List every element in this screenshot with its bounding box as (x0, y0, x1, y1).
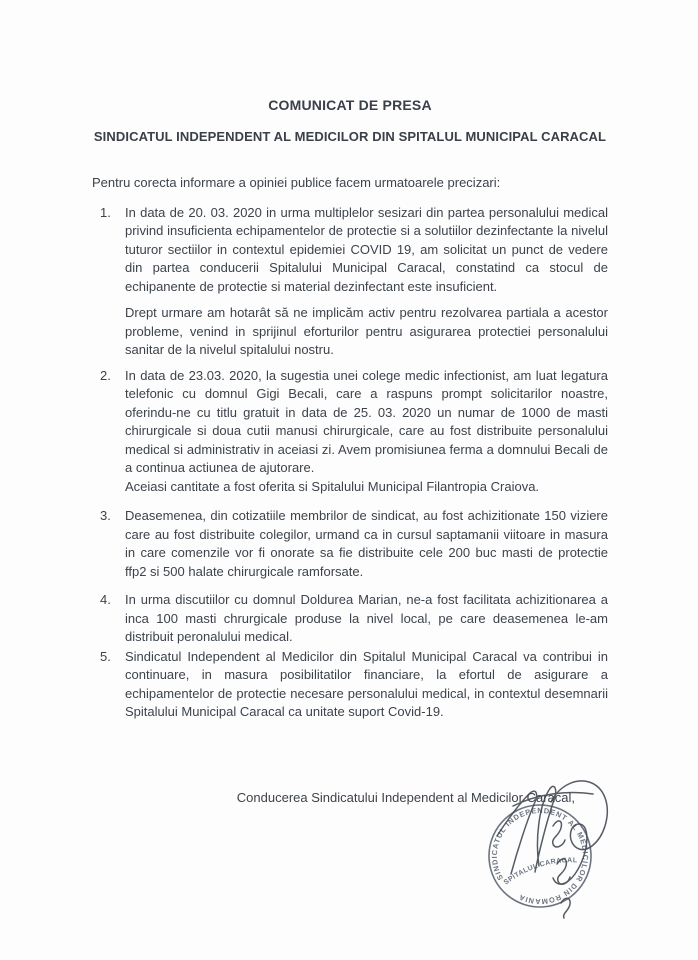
stamp-ring-text: SINDICATUL INDEPENDENT AL MEDICILOR DIN ROMANIA (489, 805, 591, 907)
list-item-2 (92, 367, 608, 497)
list-item-5 (92, 648, 608, 722)
list-item-4-text: In urma discutiilor cu domnul Doldurea Marian, ne-a fost facilitata achizitionarea a inca 100 masti chrurgicale produse la nivel local, pe care deasemenea le-am distribuit peronalului medical. (125, 592, 608, 644)
list-item-3-text: Deasemenea, din cotizatiile membrilor de sindicat, au fost achizitionate 150 viziere care au fost distribuite colegilor, urmand ca in cursul saptamanii viitoare in masura in care comenzile vor fi onorate sa fie distribuite cele 200 buc masti de protectie ffp2 si 500 halate chirurgicale ramforsate. (125, 508, 608, 579)
list-item-1-text: In data de 20. 03. 2020 in urma multiplelor sesizari din partea personalului medical privind insuficienta echipamentelor de protectie si a solutiilor dezinfectante la nivelul tuturor sectiilor in contextul epidemiei COVID 19, am solicitat un punct de vedere din partea conducerii Spitalului Municipal Caracal, constatind ca stocul de echipanente de protectie si material dezinfectant este insuficient. (125, 204, 608, 294)
intro-line: Pentru corecta informare a opiniei publice facem urmatoarele precizari: (92, 175, 501, 190)
official-round-stamp (455, 768, 625, 938)
numbered-list (92, 204, 608, 722)
signature-line: Conducerea Sindicatului Independent al Medicilor Caracal, (236, 789, 575, 805)
list-item-3-number: 3. (100, 508, 111, 523)
list-item-4-number: 4. (100, 592, 111, 607)
list-item-5-number: 5. (100, 648, 111, 664)
list-item-2-continuation: Aceiasi cantitate a fost oferita si Spitalului Municipal Filantropia Craiova. (125, 478, 540, 494)
document-content (92, 0, 608, 807)
list-item-1 (92, 204, 608, 360)
list-item-1-followup-paragraph: Drept urmare am hotarât să ne implicăm activ pentru rezolvarea partiala a acestor probleme, venind in sprijinul eforturilor pentru asigurarea protectiei personalului sanitar de la nivelul spitalului nostru. (125, 305, 608, 357)
list-item-4 (92, 591, 608, 647)
document-title: COMUNICAT DE PRESA (268, 97, 432, 113)
list-item-2-number: 2. (100, 367, 111, 383)
stamp-center-text: SPITALUL CARACAL (502, 857, 578, 887)
list-item-3 (92, 507, 608, 581)
list-item-5-text: Sindicatul Independent al Medicilor din Spitalul Municipal Caracal va contribui in continuare, in masura posibilitatilor financiare, la efortul de asigurare a echipamentelor de protectie necesare personalului medical, in contextul desemnarii Spitalului Municipal Caracal ca unitate suport Covid-19. (125, 648, 608, 719)
list-item-2-text: In data de 23.03. 2020, la sugestia unei colege medic infectionist, am luat legatura telefonic cu domnul Gigi Becali, care a raspuns prompt solicitarilor noastre, oferindu-ne cu titlu gratuit in data de 25. 03. 2020 un numar de 1000 de masti chirurgicale si doua cutii manusi chirurgicale, care au fost distribuite personalului medical si administrativ in aceiasi zi. Avem promisiunea ferma a domnului Becali de a continua actiunea de ajutorare. (125, 367, 608, 475)
list-item-1-number: 1. (100, 204, 111, 220)
document-subtitle: SINDICATUL INDEPENDENT AL MEDICILOR DIN SPITALUL MUNICIPAL CARACAL (93, 129, 607, 144)
